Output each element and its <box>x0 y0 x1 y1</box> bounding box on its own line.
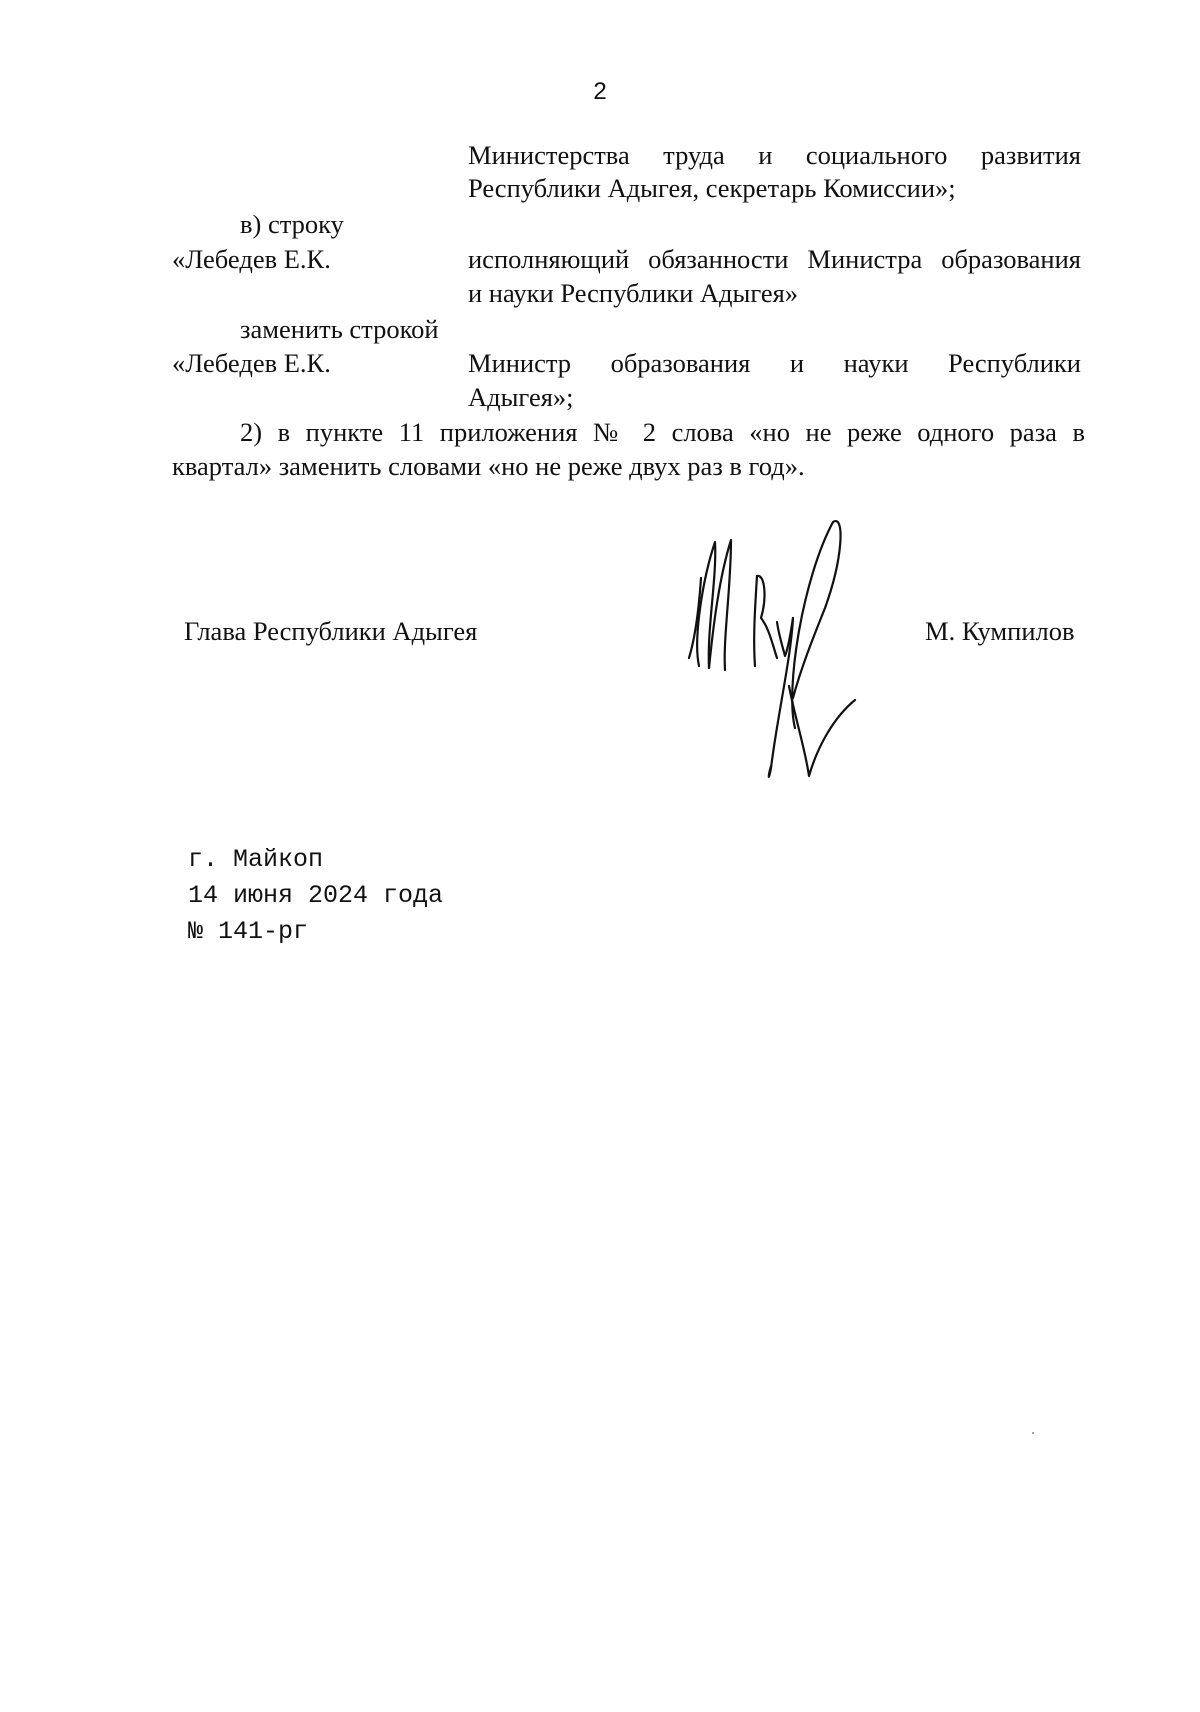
row1-name: «Лебедев Е.К. <box>172 244 331 274</box>
handwritten-signature <box>685 518 875 780</box>
item-2-line-2: квартал» заменить словами «но не реже двух раз в год». <box>172 451 805 481</box>
page-number: 2 <box>593 78 607 105</box>
row1-description-line-2: и науки Республики Адыгея» <box>468 278 799 308</box>
item-2-line-1: 2) в пункте 11 приложения № 2 слова «но не реже одного раза в <box>240 417 1085 447</box>
replace-label: заменить строкой <box>240 314 439 344</box>
signer-name: М. Кумпилов <box>925 616 1075 646</box>
item-v-label: в) строку <box>240 209 344 239</box>
scan-speck <box>1032 1432 1034 1434</box>
signatory-position: Глава Республики Адыгея <box>184 616 478 646</box>
row1-description-line-1: исполняющий обязанности Министра образования <box>468 244 1081 274</box>
document-number: № 141-рг <box>188 917 309 946</box>
row2-name: «Лебедев Е.К. <box>172 348 331 378</box>
continuation-line-1: Министерства труда и социального развития <box>468 140 1081 170</box>
row2-description-line-2: Адыгея»; <box>468 382 574 412</box>
continuation-line-2: Республики Адыгея, секретарь Комиссии»; <box>468 173 956 203</box>
signing-date: 14 июня 2024 года <box>188 881 444 910</box>
place-of-signing: г. Майкоп <box>188 845 324 874</box>
row2-description-line-1: Министр образования и науки Республики <box>468 348 1081 378</box>
